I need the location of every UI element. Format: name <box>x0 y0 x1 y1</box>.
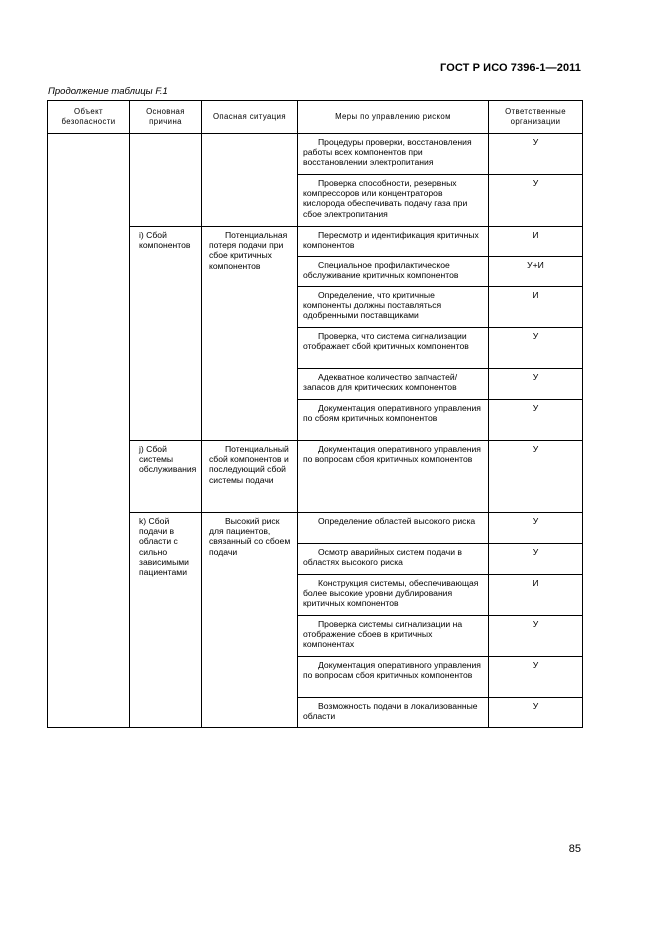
table-continuation-caption: Продолжение таблицы F.1 <box>48 86 168 97</box>
column-header-main-cause: Основная причина <box>130 101 202 134</box>
measure-cell: Проверка способности, резервных компрессоров или концентраторов кислорода обеспечивать подачу газа при сбое электропитания <box>298 175 489 227</box>
measure-cell: Осмотр аварийных систем подачи в областях высокого риска <box>298 544 489 575</box>
column-header-risk-measures: Меры по управлению риском <box>298 101 489 134</box>
responsible-cell: У <box>489 328 583 369</box>
cause-cell <box>130 134 202 227</box>
responsible-cell: У <box>489 616 583 657</box>
responsible-cell: И <box>489 575 583 616</box>
responsible-cell: У <box>489 369 583 400</box>
measure-cell: Определение областей высокого риска <box>298 513 489 544</box>
responsible-cell: У <box>489 513 583 544</box>
hazard-cell: Высокий риск для пациентов, связанный со сбоем подачи <box>202 513 298 728</box>
responsible-cell: У+И <box>489 257 583 287</box>
responsible-cell: У <box>489 134 583 175</box>
measure-cell: Процедуры проверки, восстановления работы всех компонентов при восстановлении электропитания <box>298 134 489 175</box>
document-standard-header: ГОСТ Р ИСО 7396-1—2011 <box>440 62 581 74</box>
table-row <box>48 134 583 175</box>
safety-object-cell <box>48 134 130 728</box>
table-header-row <box>48 101 583 134</box>
measure-cell: Документация оперативного управления по вопросам сбоя критичных компонентов <box>298 657 489 698</box>
measure-cell: Адекватное количество запчастей/запасов для критических компонентов <box>298 369 489 400</box>
responsible-cell: И <box>489 227 583 257</box>
measure-cell: Возможность подачи в локализованные области <box>298 698 489 728</box>
column-header-safety-object: Объект безопасности <box>48 101 130 134</box>
measure-cell: Проверка системы сигнализации на отображение сбоев в критичных компонентах <box>298 616 489 657</box>
responsible-cell: У <box>489 175 583 227</box>
hazard-cell: Потенциальная потеря подачи при сбое критичных компонентов <box>202 227 298 441</box>
responsible-cell: У <box>489 400 583 441</box>
cause-cell: j) Сбой системы обслуживания <box>130 441 202 513</box>
measure-cell: Проверка, что система сигнализации отображает сбой критичных компонентов <box>298 328 489 369</box>
cause-cell: k) Сбой подачи в области с сильно зависимыми пациентами <box>130 513 202 728</box>
column-header-hazard: Опасная ситуация <box>202 101 298 134</box>
responsible-cell: У <box>489 657 583 698</box>
page-number: 85 <box>568 843 581 855</box>
measure-cell: Пересмотр и идентификация критичных компонентов <box>298 227 489 257</box>
hazard-cell <box>202 134 298 227</box>
responsible-cell: И <box>489 287 583 328</box>
responsible-cell: У <box>489 698 583 728</box>
hazard-cell: Потенциальный сбой компонентов и последующий сбой системы подачи <box>202 441 298 513</box>
measure-cell: Документация оперативного управления по вопросам сбоя критичных компонентов <box>298 441 489 513</box>
cause-cell: i) Сбой компонентов <box>130 227 202 441</box>
measure-cell: Специальное профилактическое обслуживание критичных компонентов <box>298 257 489 287</box>
responsible-cell: У <box>489 544 583 575</box>
responsible-cell: У <box>489 441 583 513</box>
measure-cell: Документация оперативного управления по сбоям критичных компонентов <box>298 400 489 441</box>
measure-cell: Конструкция системы, обеспечивающая более высокие уровни дублирования критичных компонентов <box>298 575 489 616</box>
column-header-responsible: Ответственные организации <box>489 101 583 134</box>
measure-cell: Определение, что критичные компоненты должны поставляться одобренными поставщиками <box>298 287 489 328</box>
risk-control-table <box>47 100 583 728</box>
